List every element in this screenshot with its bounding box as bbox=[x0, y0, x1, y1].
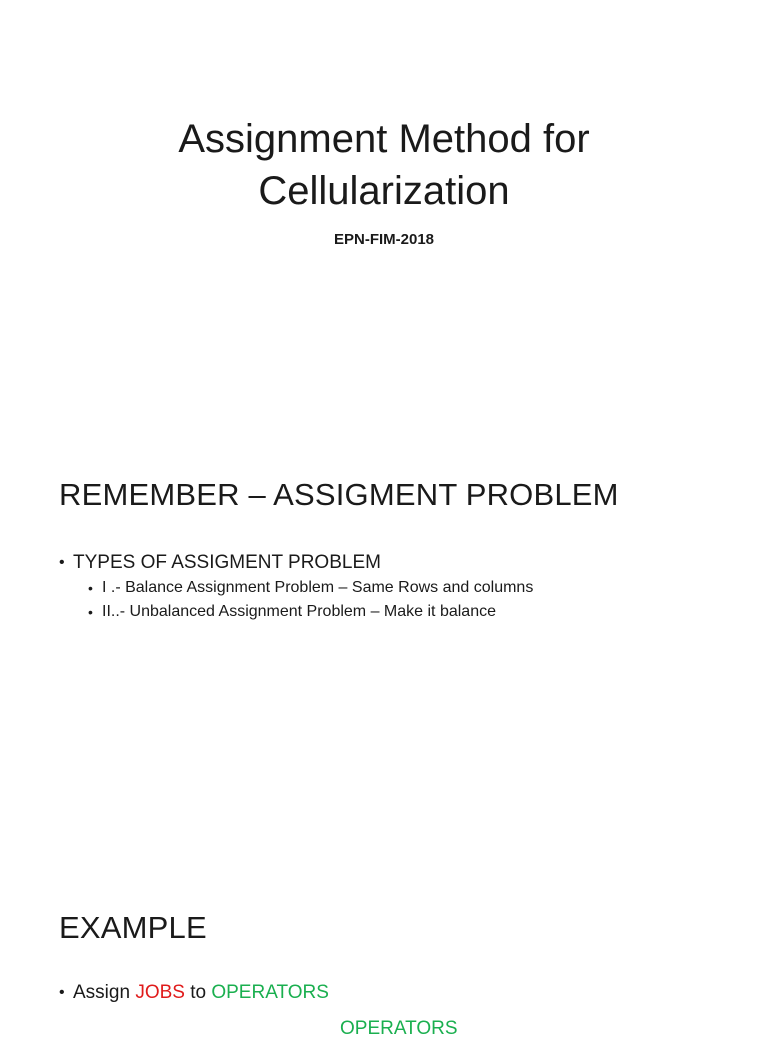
bullet-text: TYPES OF ASSIGMENT PROBLEM bbox=[73, 552, 381, 573]
title-line-1: Assignment Method for bbox=[178, 117, 590, 161]
slide-example bbox=[0, 864, 768, 1039]
subtitle: EPN-FIM-2018 bbox=[333, 231, 435, 248]
bullet-dot-icon: • bbox=[59, 554, 65, 571]
operators-highlight: OPERATORS bbox=[211, 982, 329, 1003]
bullet-dot-icon: • bbox=[59, 984, 65, 1001]
slide-title bbox=[0, 0, 768, 432]
sub-bullet-list bbox=[73, 576, 533, 624]
jobs-highlight: JOBS bbox=[135, 982, 185, 1003]
sub-bullet-text: II..- Unbalanced Assignment Problem – Make it balance bbox=[102, 603, 496, 620]
section-title-example: EXAMPLE bbox=[59, 910, 207, 945]
bullet-dot-icon: • bbox=[88, 580, 93, 596]
bullet-list bbox=[59, 980, 329, 1006]
title-line-2: Cellularization bbox=[258, 169, 510, 213]
section-title-remember: REMEMBER – ASSIGMENT PROBLEM bbox=[59, 477, 619, 512]
list-item bbox=[59, 980, 329, 1006]
list-item bbox=[88, 576, 533, 600]
list-item bbox=[88, 600, 533, 624]
cut-off-table-header: OPERATORS bbox=[340, 1018, 458, 1039]
sub-bullet-text: I .- Balance Assignment Problem – Same Rows and columns bbox=[102, 579, 534, 596]
list-item bbox=[59, 550, 533, 624]
slide-remember bbox=[0, 432, 768, 864]
bullet-dot-icon: • bbox=[88, 604, 93, 620]
bullet-text-middle: to bbox=[184, 982, 212, 1003]
page-title bbox=[0, 113, 768, 217]
bullet-list bbox=[59, 550, 533, 624]
bullet-text-prefix: Assign bbox=[73, 982, 136, 1003]
